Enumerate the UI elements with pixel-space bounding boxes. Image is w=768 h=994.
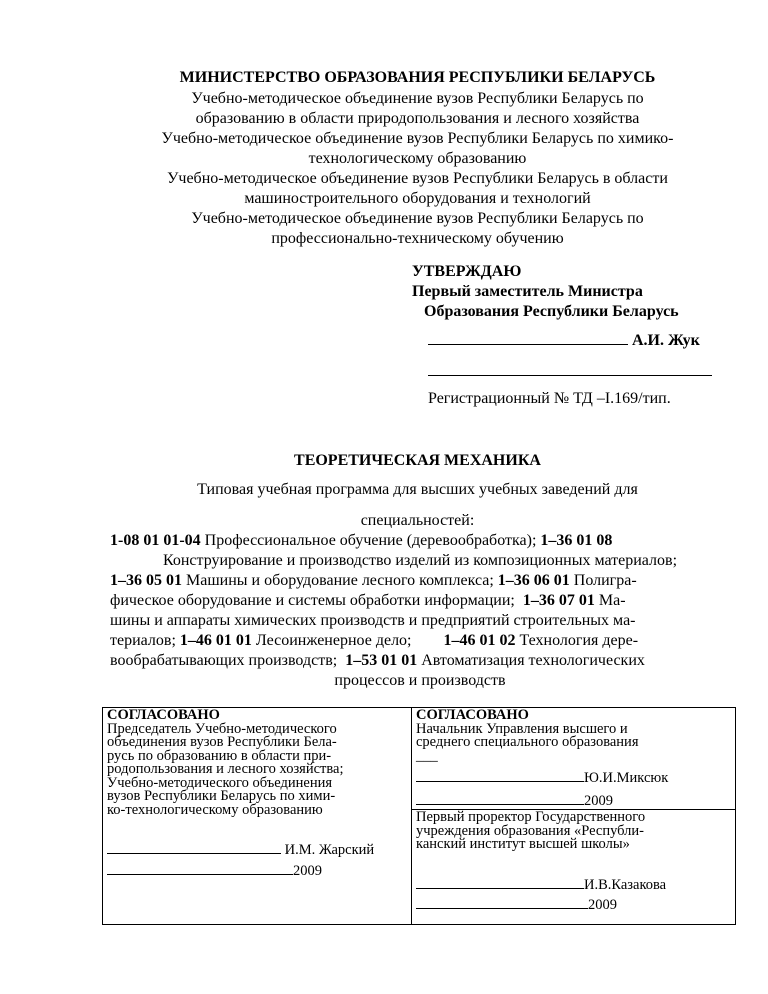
specialty-text: Технология дере- [515,632,639,649]
agreement-year: 2009 [584,792,613,809]
agreements-table [102,707,736,925]
signature-line [428,330,628,345]
council-line: профессионально-техническому обучению [271,230,564,247]
specialty-text: процессов и производств [334,672,506,689]
specialty-line [110,531,730,551]
specialty-text: Машины и оборудование лесного комплекса; [182,572,498,589]
specialty-text: вообрабатывающих производств; [110,652,346,669]
council-line: Учебно-методическое объединение вузов Республики Беларусь по [191,210,644,227]
agreement-text-line: канский институт высшей школы» [416,836,630,852]
council-line: Учебно-методическое объединение вузов Республики Беларусь по [191,90,644,107]
agreement-signer: И.В.Казакова [584,876,667,893]
agreement-signer: И.М. Жарский [284,842,375,858]
specialty-code: 1-08 01 01-04 [110,532,201,549]
signature-line [416,876,584,889]
specialty-text: шины и аппараты химических производств и предприятий строительных ма- [110,612,636,629]
specialty-text: Конструирование и производство изделий из композиционных материалов; [162,552,678,569]
approval-heading: УТВЕРЖДАЮ [412,263,522,280]
specialty-text: Полигра- [569,572,637,589]
council-line: Учебно-методическое объединение вузов Республики Беларусь по химико- [161,130,674,147]
approval-position-2: Образования Республики Беларусь [424,303,679,320]
specialty-text: териалов; [110,632,180,649]
agreement-heading: СОГЛАСОВАНО [416,707,529,723]
council-list [100,89,735,249]
agreement-dash: ___ [416,747,438,764]
agreement-heading: СОГЛАСОВАНО [107,707,220,723]
agreement-left [103,708,412,925]
date-line [416,896,588,909]
specialty-code: 1–36 01 08 [540,532,613,549]
agreement-text-line: учреждения образования «Республи- [416,822,644,839]
agreement-text-line: среднего специального образования [416,734,639,750]
specialty-code: 1–36 06 01 [497,572,570,589]
approval-signer: А.И. Жук [632,332,700,349]
specialty-line [110,571,730,591]
agreement-signer: Ю.И.Миксюк [584,770,669,786]
agreement-right-top [412,708,736,810]
council-line: технологическому образованию [308,150,527,167]
program-title: ТЕОРЕТИЧЕСКАЯ МЕХАНИКА [294,452,541,469]
date-line [416,792,584,805]
specialty-code: 1–46 01 02 [443,632,516,649]
specialty-line [110,611,730,631]
approval-block [412,262,679,322]
agreement-text-line: Первый проректор Государственного [416,809,646,825]
specialty-text: Профессиональное обучение (деревообработка); [200,532,541,549]
specialty-line [110,551,730,571]
agreement-text-line: русь по образованию в области при- [107,747,332,764]
date-line [107,862,293,875]
approval-position-1: Первый заместитель Министра [412,283,643,300]
agreement-year: 2009 [293,862,322,879]
agreement-text-line: вузов Республики Беларусь по хими- [107,788,336,804]
specialty-code: 1–36 07 01 [522,592,595,609]
specialty-line [110,651,730,671]
program-subtitle: Типовая учебная программа для высших учебных заведений для [197,481,638,498]
specialty-text: Автоматизация технологических [417,652,645,669]
agreement-text-line: ко-технологическому образованию [107,801,323,818]
agreement-text-line: объединения вузов Республики Бела- [107,734,337,750]
signature-line [107,841,281,854]
ministry-title: МИНИСТЕРСТВО ОБРАЗОВАНИЯ РЕСПУБЛИКИ БЕЛАРУСЬ [179,69,656,86]
specialty-text: Ма- [594,592,626,609]
specialty-line [110,631,730,651]
signature-line [416,769,584,782]
agreement-right-bottom [412,810,736,925]
council-line: машиностроительного оборудования и технологий [244,190,591,207]
agreement-text-line: Председатель Учебно-методического [107,720,337,737]
agreement-text-line: родопользования и лесного хозяйства; [107,761,344,777]
agreement-text-line: Учебно-методического объединения [107,774,333,791]
agreement-text-line: Начальник Управления высшего и [416,720,628,737]
specs-heading: специальностей: [360,512,475,529]
council-line: образованию в области природопользования и лесного хозяйства [195,110,640,127]
specialty-text: фическое оборудование и системы обработки информации; [110,592,523,609]
specialty-line [110,591,730,611]
specialty-code: 1–36 05 01 [110,572,182,589]
council-line: Учебно-методическое объединение вузов Республики Беларусь в области [167,170,668,187]
agreement-year: 2009 [588,897,617,913]
specialty-code: 1–46 01 01 [179,632,252,649]
specialty-line [110,671,730,691]
specialties-list [110,531,730,691]
specialty-text: Лесоинженерное дело; [251,632,444,649]
approval-signature [428,330,700,350]
specialty-code: 1–53 01 01 [345,652,418,669]
registration-number: Регистрационный № ТД –I.169/тип. [428,390,671,407]
date-line [428,374,712,376]
